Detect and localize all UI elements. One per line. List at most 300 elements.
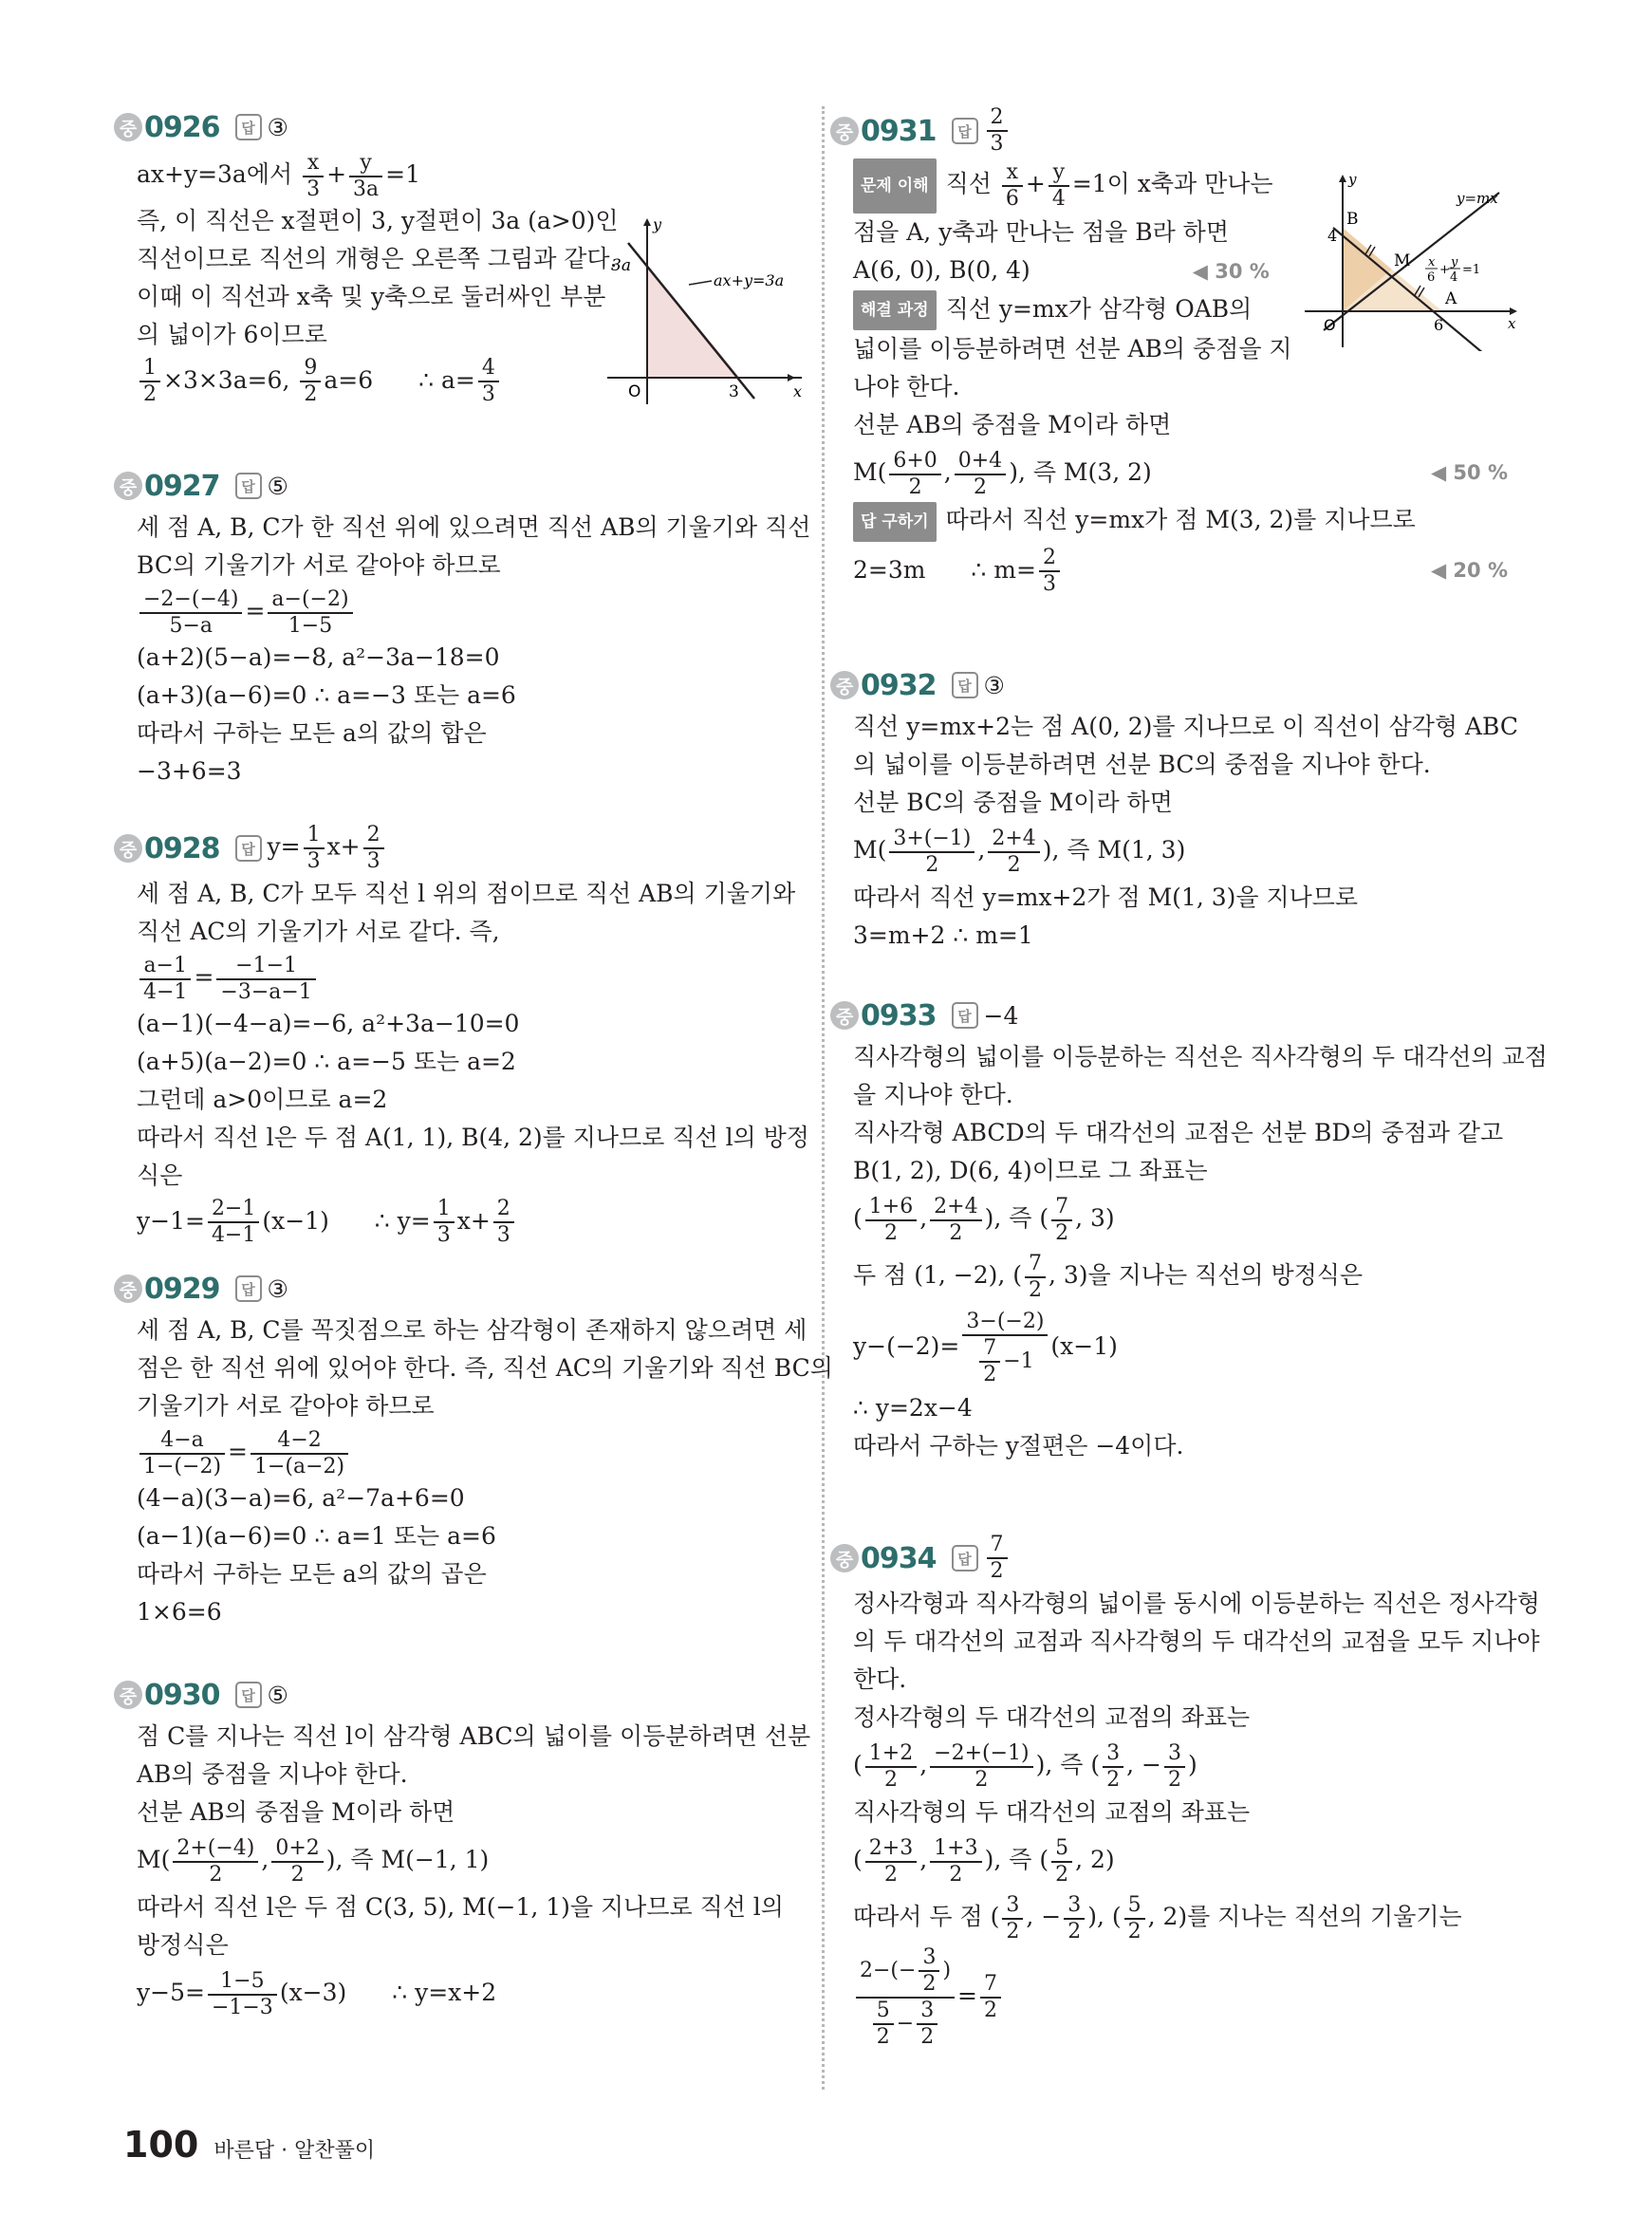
line: 따라서 직선 y=mx+2가 점 M(1, 3)을 지나므로: [853, 883, 1359, 911]
problem-0934: [835, 1532, 1540, 2063]
label-frac-den: 4: [1450, 270, 1458, 285]
fraction: [493, 1197, 514, 1248]
answer-label: 답: [952, 118, 978, 144]
problem-number: 0927: [144, 469, 220, 503]
line: (4−a)(3−a)=6, a²−7a+6=0: [137, 1483, 465, 1512]
den: −3−a−1: [220, 979, 312, 1004]
num: 3+(−1): [889, 827, 974, 853]
fraction: [979, 1336, 1000, 1387]
text: M(: [853, 458, 887, 486]
label-y: y: [653, 216, 662, 233]
text: y−(−2)=: [853, 1332, 960, 1360]
line: [853, 1190, 1523, 1247]
label-frac-den: 6: [1427, 270, 1436, 285]
text: , 3): [1075, 1204, 1115, 1232]
fraction: [865, 1836, 917, 1888]
num: 4−a: [139, 1428, 225, 1455]
num: a−(−2): [268, 587, 352, 614]
answer: ③: [267, 1274, 288, 1303]
text: ,: [919, 1846, 928, 1873]
line: [853, 542, 1523, 599]
problem-header: [830, 104, 1523, 158]
label-y: y: [1348, 171, 1357, 188]
den: 2: [983, 1362, 997, 1386]
den: 6: [1005, 186, 1019, 211]
line: 나야 한다.: [853, 373, 960, 400]
text: , 2): [1075, 1846, 1115, 1873]
answer: −4: [983, 1001, 1019, 1030]
den: 1−(−2): [143, 1454, 222, 1478]
label-eq1: =1: [1462, 263, 1481, 277]
text: =: [957, 1981, 977, 2010]
label-origin: O: [628, 382, 641, 401]
line: [853, 501, 1523, 542]
num: 2: [1039, 546, 1060, 572]
num: y: [349, 151, 382, 177]
text: x+: [456, 1206, 491, 1235]
num: 3: [1064, 1893, 1085, 1920]
line: 3=m+2 ∴ m=1: [853, 921, 1033, 949]
fraction: [980, 1972, 1001, 2023]
num: 1+2: [865, 1741, 917, 1768]
fraction: [1039, 546, 1060, 597]
den: 3: [990, 132, 1004, 156]
problem-0932: [835, 662, 1523, 949]
den: 2: [1127, 1919, 1142, 1943]
num: 1: [434, 1197, 455, 1223]
fraction: [930, 1836, 981, 1888]
text: −1: [1003, 1348, 1034, 1373]
label-origin: O: [1324, 316, 1336, 334]
num: 2+4: [988, 827, 1039, 853]
line: 한다.: [853, 1665, 907, 1693]
den: 4−1: [211, 1223, 256, 1247]
text: 따라서 두 점 (: [853, 1903, 1000, 1930]
text: ), 즉 M(−1, 1): [325, 1846, 490, 1873]
line: [853, 1888, 1523, 1945]
line: 이때 이 직선과 x축 및 y축으로 둘러싸인 부분: [137, 282, 606, 310]
line: 식은: [137, 1161, 183, 1189]
den: 2: [990, 1559, 1004, 1583]
line: ∴ y=2x−4: [853, 1394, 973, 1422]
footer-label: 바른답 · 알찬풀이: [213, 2139, 376, 2163]
den: 2: [949, 1220, 963, 1245]
text: ,: [943, 458, 952, 486]
den: 2: [1055, 1862, 1069, 1887]
fraction: [987, 1533, 1008, 1584]
text: (x−1): [1050, 1332, 1118, 1360]
den: 2: [883, 1862, 898, 1887]
label-4: 4: [1327, 227, 1338, 245]
fraction: [1124, 1893, 1145, 1944]
difficulty-badge: 중: [114, 113, 142, 141]
fraction: [139, 356, 160, 407]
line: 즉, 이 직선은 x절편이 3, y절편이 3a (a>0)인: [137, 206, 619, 234]
label-B: B: [1346, 210, 1359, 229]
den: 2: [908, 474, 922, 499]
den: 2: [209, 1862, 223, 1887]
text: , −: [1126, 1751, 1161, 1778]
text: +: [326, 160, 347, 188]
text: ×3×3a=6,: [163, 365, 290, 394]
difficulty-badge: 중: [114, 472, 142, 500]
answer-label: 답: [235, 1275, 262, 1302]
num: [856, 1945, 955, 1999]
text: y−1=: [137, 1206, 205, 1235]
fraction: [889, 827, 974, 878]
line: [853, 822, 1523, 879]
num: x: [1002, 160, 1023, 187]
text: ∴ m=: [971, 555, 1036, 584]
num: 2+3: [865, 1836, 917, 1863]
problem-0926: [119, 104, 807, 418]
label-x: x: [1508, 315, 1516, 332]
text: (: [853, 1204, 863, 1232]
text: (x−3): [279, 1979, 347, 2006]
den: 2: [876, 2025, 890, 2049]
line: 세 점 A, B, C가 모두 직선 l 위의 점이므로 직선 AB의 기울기와: [137, 880, 796, 907]
line: 점 C를 지나는 직선 l이 삼각형 ABC의 넓이를 이등분하려면 선분: [137, 1722, 811, 1750]
den: 5−a: [169, 613, 213, 638]
den: −1−3: [211, 1995, 273, 2019]
answer: [268, 823, 387, 874]
tag-process: 해결 과정: [853, 290, 937, 330]
fraction: [988, 827, 1039, 878]
fraction: [208, 1969, 277, 2020]
text: ,: [919, 1204, 928, 1232]
problem-header: [830, 1532, 1523, 1585]
num: 9: [300, 356, 321, 382]
fraction: [300, 356, 321, 407]
line: 의 넓이가 6이므로: [137, 320, 327, 348]
line: 선분 AB의 중점을 M이라 하면: [137, 1798, 455, 1826]
label-3a: 3a: [611, 256, 631, 275]
text: 2=3m: [853, 555, 926, 584]
num: 7: [1025, 1252, 1046, 1278]
line: [853, 444, 1523, 501]
difficulty-badge: 중: [114, 834, 142, 863]
den: 3: [496, 1223, 510, 1247]
line: (a+2)(5−a)=−8, a²−3a−18=0: [137, 642, 500, 671]
text: y−5=: [137, 1979, 205, 2006]
fraction: [1051, 1195, 1072, 1246]
line: 따라서 구하는 모든 a의 값의 합은: [137, 718, 487, 747]
text: ,: [261, 1846, 269, 1873]
den: 2: [290, 1862, 305, 1887]
score-percent: ◀ 50 %: [1430, 461, 1508, 484]
num: 7: [1051, 1195, 1072, 1221]
den: 2: [1006, 1919, 1020, 1943]
problem-header: [830, 662, 1523, 708]
difficulty-badge: 중: [830, 671, 859, 699]
right-column: [835, 104, 1548, 2109]
fraction: [930, 1195, 981, 1246]
text: y=: [267, 832, 301, 861]
graph-0931: [1295, 171, 1523, 351]
left-column: [119, 104, 833, 2078]
text: ax+y=3a에서: [137, 160, 293, 188]
line: 직선 AC의 기울기가 서로 같다. 즉,: [137, 918, 500, 945]
text: M(: [137, 1846, 171, 1873]
line: 기울기가 서로 같아야 하므로: [137, 1392, 435, 1420]
num: 3: [1164, 1741, 1185, 1768]
problem-header: [114, 104, 807, 150]
line: (a−1)(a−6)=0 ∴ a=1 또는 a=6: [137, 1521, 496, 1550]
den: 2: [922, 1972, 937, 1996]
problem-0933: [835, 993, 1548, 1486]
fraction: [304, 823, 325, 874]
answer-label: 답: [235, 473, 262, 499]
text: ,: [919, 1751, 928, 1778]
text: ∴ a=: [418, 365, 475, 394]
label-x: x: [793, 382, 803, 400]
num: 5: [1051, 1836, 1072, 1863]
den: 3: [306, 849, 321, 873]
text: ), 즉 M(3, 2): [1009, 458, 1152, 486]
problem-number: 0931: [861, 114, 937, 148]
line: 따라서 직선 l은 두 점 C(3, 5), M(−1, 1)을 지나므로 직선 l의: [137, 1893, 784, 1921]
num: 1−5: [208, 1969, 277, 1996]
difficulty-badge: 중: [114, 1274, 142, 1303]
fraction: [208, 1197, 259, 1248]
fraction: [139, 587, 242, 639]
answer-label: 답: [235, 114, 262, 140]
score-percent: ◀ 30 %: [1192, 259, 1270, 283]
num: x: [303, 151, 324, 177]
fraction: [1049, 160, 1069, 212]
fraction: [865, 1741, 917, 1793]
den: 2: [920, 2025, 935, 2049]
answer: ③: [983, 671, 1005, 699]
num: 2: [987, 105, 1008, 132]
label-3: 3: [729, 382, 739, 401]
page-number: 100: [123, 2124, 199, 2166]
den: 4−1: [143, 979, 188, 1004]
text: +: [1025, 170, 1046, 197]
problem-0927: [119, 463, 811, 785]
fraction: [139, 1428, 225, 1479]
line: (a+3)(a−6)=0 ∴ a=−3 또는 a=6: [137, 680, 516, 709]
den: 3: [436, 1223, 451, 1247]
problem-number: 0932: [861, 668, 937, 702]
line: AB의 중점을 지나야 한다.: [137, 1760, 408, 1788]
fraction: [271, 1836, 323, 1888]
line: [137, 1964, 807, 2021]
tag-understanding: 문제 이해: [853, 158, 937, 214]
text: (x−1): [262, 1206, 329, 1235]
den: 2: [143, 382, 157, 406]
problem-header: [830, 993, 1523, 1038]
line: [853, 1304, 1523, 1389]
answer: [984, 1533, 1011, 1584]
text: ), 즉 (: [984, 1846, 1049, 1873]
text: (: [853, 1846, 863, 1873]
num: 2+(−4): [173, 1836, 258, 1863]
line: 따라서 구하는 모든 a의 값의 곱은: [137, 1559, 487, 1588]
den: 3: [481, 382, 495, 406]
problem-0930: [119, 1672, 811, 2033]
num: 1: [139, 356, 160, 382]
fraction: [363, 823, 384, 874]
problem-number: 0928: [144, 831, 220, 865]
den: [962, 1336, 1048, 1387]
fraction: [1002, 1893, 1023, 1944]
problem-number: 0929: [144, 1272, 220, 1306]
tag-answer: 답 구하기: [853, 502, 937, 542]
problem-0928: [119, 822, 809, 1247]
difficulty-badge: 중: [830, 1001, 859, 1030]
num: 5: [1124, 1893, 1145, 1920]
num: 0+2: [271, 1836, 323, 1863]
den: 2: [883, 1220, 898, 1245]
line: 점을 A, y축과 만나는 점을 B라 하면: [853, 217, 1229, 246]
num: 1+3: [930, 1836, 981, 1863]
line: −3+6=3: [137, 756, 242, 785]
text: x+: [326, 832, 361, 861]
line: 세 점 A, B, C가 한 직선 위에 있으려면 직선 AB의 기울기와 직선: [137, 513, 811, 541]
fraction: [303, 151, 324, 202]
answer-label: 답: [952, 672, 978, 698]
line: 넓이를 이등분하려면 선분 AB의 중점을 지: [853, 335, 1292, 363]
answer-label: 답: [235, 1682, 262, 1708]
fraction: [216, 954, 315, 1005]
den: 2: [1106, 1767, 1121, 1792]
problem-number: 0926: [144, 110, 220, 144]
den: 2: [949, 1862, 963, 1887]
line: 따라서 구하는 y절편은 −4이다.: [853, 1432, 1184, 1460]
text: =: [194, 963, 214, 991]
num: 4: [478, 356, 499, 382]
text: ∴ y=: [374, 1206, 431, 1235]
text: 2−(−: [860, 1959, 917, 1982]
line: [137, 585, 807, 639]
fraction: [889, 449, 940, 500]
fraction: [268, 587, 352, 639]
den: 3: [366, 849, 381, 873]
text: ,: [977, 836, 986, 864]
num: 4−2: [251, 1428, 348, 1455]
answer: ③: [267, 113, 288, 141]
line: 따라서 직선 l은 두 점 A(1, 1), B(4, 2)를 지나므로 직선 l의 방정: [137, 1123, 809, 1151]
fraction: [865, 1195, 917, 1246]
difficulty-badge: 중: [830, 117, 859, 145]
text: (: [853, 1751, 863, 1778]
line: [137, 1195, 807, 1249]
num: 6+0: [889, 449, 940, 475]
text: , 3)을 지나는 직선의 방정식은: [1049, 1261, 1364, 1289]
text: ), (: [1087, 1903, 1122, 1930]
y-arrow: [1339, 175, 1346, 182]
line: (a+5)(a−2)=0 ∴ a=−5 또는 a=2: [137, 1047, 516, 1075]
fraction: [987, 105, 1008, 157]
answer: [984, 105, 1011, 157]
line: 점은 한 직선 위에 있어야 한다. 즉, 직선 AC의 기울기와 직선 BC의: [137, 1354, 833, 1382]
fraction: [930, 1741, 1032, 1793]
line: [853, 1247, 1523, 1304]
problem-number: 0934: [861, 1541, 937, 1575]
text: 직선 y=mx가 삼각형 OAB의: [945, 294, 1253, 323]
num: y: [1049, 160, 1069, 187]
den: 3: [1042, 572, 1056, 596]
problem-number: 0930: [144, 1678, 220, 1712]
text: A(6, 0), B(0, 4): [853, 255, 1030, 284]
fraction: [1002, 160, 1023, 212]
num: 2: [363, 823, 384, 849]
den: 2: [883, 1767, 898, 1792]
answer: ⑤: [267, 472, 288, 500]
den: 2: [1029, 1277, 1042, 1302]
text: ), 즉 M(1, 3): [1042, 836, 1186, 864]
label-M: M: [1394, 251, 1411, 270]
difficulty-badge: 중: [830, 1544, 859, 1572]
fraction: [251, 1428, 348, 1479]
num: 3: [919, 1945, 939, 1972]
text: −: [896, 2012, 915, 2036]
text: ), 즉 (: [1035, 1751, 1101, 1778]
column-divider: [822, 106, 825, 2090]
line: 을 지나야 한다.: [853, 1081, 1013, 1108]
num: 0+4: [955, 449, 1006, 475]
line: 의 넓이를 이등분하려면 선분 BC의 중점을 지나야 한다.: [853, 751, 1431, 778]
num: 7: [979, 1336, 1000, 1363]
den: 2: [1167, 1767, 1181, 1792]
line: [853, 1832, 1523, 1888]
line: [137, 951, 807, 1005]
text: ): [1187, 1751, 1197, 1778]
den: 1−(a−2): [253, 1454, 345, 1478]
line: B(1, 2), D(6, 4)이므로 그 좌표는: [853, 1157, 1208, 1184]
den: 4: [1051, 186, 1066, 211]
num: 3: [1103, 1741, 1123, 1768]
den: 2: [304, 382, 318, 406]
num: −2+(−1): [930, 1741, 1032, 1768]
fraction: [962, 1310, 1048, 1387]
line: 세 점 A, B, C를 꼭짓점으로 하는 삼각형이 존재하지 않으려면 세: [137, 1316, 807, 1344]
den: 2: [974, 1767, 989, 1792]
fraction: [478, 356, 499, 407]
fraction: [349, 151, 382, 202]
num: a−1: [139, 954, 191, 980]
num: 2+4: [930, 1195, 981, 1221]
line: 직선이므로 직선의 개형은 오른쪽 그림과 같다.: [137, 244, 618, 272]
line: [853, 1737, 1523, 1794]
num: 3: [917, 1999, 937, 2025]
problem-0929: [119, 1266, 833, 1627]
x-arrow: [788, 374, 795, 381]
label-A: A: [1445, 289, 1457, 308]
answer-label: 답: [952, 1002, 978, 1029]
line: 방정식은: [137, 1931, 229, 1959]
num: 5: [873, 1999, 894, 2025]
line: 직사각형의 넓이를 이등분하는 직선은 직사각형의 두 대각선의 교점: [853, 1043, 1548, 1070]
den: 2: [1067, 1919, 1082, 1943]
y-arrow: [643, 218, 651, 226]
num: 1: [304, 823, 325, 849]
den: [856, 1999, 955, 2050]
line: 선분 BC의 중점을 M이라 하면: [853, 789, 1173, 816]
line: 1×6=6: [137, 1597, 222, 1626]
line: 정사각형과 직사각형의 넓이를 동시에 이등분하는 직선은 정사각형: [853, 1590, 1540, 1617]
text: 두 점 (1, −2), (: [853, 1261, 1022, 1289]
text: 직선: [945, 170, 992, 197]
problem-number: 0933: [861, 998, 937, 1032]
den: 3a: [353, 177, 380, 201]
line: 그런데 a>0이므로 a=2: [137, 1085, 388, 1113]
text: M(: [853, 836, 887, 864]
fraction: [1025, 1252, 1046, 1303]
text: ), 즉 (: [984, 1204, 1049, 1232]
num: 2−1: [208, 1197, 259, 1223]
